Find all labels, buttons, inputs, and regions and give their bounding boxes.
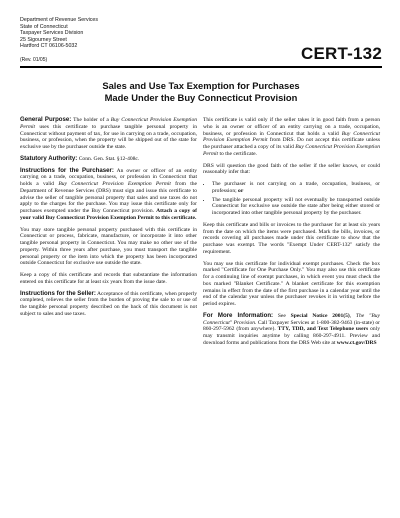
- statutory-authority-paragraph: Statutory Authority: Conn. Gen. Stat. §12-408c.: [20, 154, 140, 162]
- purchaser-instructions-paragraph: Instructions for the Purchaser: An owner or officer of an entity carrying on a trade, occupation, business, or profession in Connecticut that holds a valid Buy Connecticut Provision Exemption Permit from the Department of Revenue Services (DRS) must sign and issue this certificate to advise the seller of tangible personal property that sales and use taxes do not apply to the charges for the purchase. You may issue this certificate only for purchases exempted under the Buy Connecticut provision. Attach a copy of your valid Buy Connecticut Provision Exemption Permit to this certificate.: [20, 166, 198, 221]
- header-rule: [20, 66, 382, 68]
- right-column: [203, 117, 380, 352]
- list-item: • The purchaser is not carrying on a trade, occupation, business, or profession; or: [212, 181, 380, 195]
- revision-date: (Rev. 01/05): [20, 57, 48, 63]
- statutory-authority-heading: Statutory Authority:: [20, 154, 78, 162]
- good-faith-list: [203, 181, 380, 217]
- address-line: State of Connecticut: [20, 23, 68, 30]
- certificate-use-paragraph: You may use this certificate for individual exempt purchases. Check the box marked "Certificate for One Purchase Only." You may also use this certificate for a continuing line of exempt purchases, in which event you must check the box marked "Blanket Certificate." A blanket certificate for this exemption remains in effect from the date of the first purchase in a calendar year until the end of the calendar year unless the purchaser revokes it in writing before the period expires.: [203, 260, 380, 307]
- validity-paragraph: This certificate is valid only if the seller takes it in good faith from a person who is an owner or officer of an entity carrying on a trade, occupation, business, or profession in Connecticut that holds a valid Buy Connecticut Provision Exemption Permit from DRS. Do not accept this certificate unless the purchaser attached a copy of its valid Buy Connecticut Provision Exemption Permit to the certificate.: [203, 117, 380, 157]
- drs-website-link[interactable]: www.ct.gov/DRS: [336, 339, 377, 346]
- good-faith-paragraph: DRS will question the good faith of the seller if the seller knows, or could reasonably infer that:: [203, 162, 380, 176]
- left-column: [20, 117, 197, 323]
- seller-instructions-paragraph: Instructions for the Seller: Acceptance of this certificate, when properly completed, relieves the seller from the burden of proving the sale to or use of the tangible personal property described on the back of this document is not subject to sales and use taxes.: [20, 289, 197, 317]
- purchaser-instructions-heading: Instructions for the Purchaser:: [20, 166, 114, 174]
- seller-instructions-heading: Instructions for the Seller:: [20, 289, 96, 297]
- form-number: CERT-132: [301, 44, 382, 63]
- title-line-2: Made Under the Buy Connecticut Provision: [104, 92, 298, 103]
- address-line: Taxpayer Services Division: [20, 30, 84, 37]
- more-information-paragraph: For More Information: See Special Notice 2001(5), The "Buy Connecticut" Provision. Call Taxpayer Services at 1-800-382-9463 (in-state) or 860-297-5962 (from anywhere). TTY, TDD, and Text Telephone users only may transmit inquiries anytime by calling 860-297-4911. Preview and download forms and publications from the DRS Web site at www.ct.gov/DRS: [203, 311, 381, 346]
- list-item: • The tangible personal property will not eventually be transported outside Connecticut for exclusive use outside the state after being either stored or incorporated into other tangible personal property by the purchaser.: [212, 197, 380, 217]
- agency-address: [20, 17, 98, 50]
- more-information-heading: For More Information:: [203, 311, 274, 319]
- records-paragraph: Keep this certificate and bills or invoices to the purchaser for at least six years from the date on which the items were purchased. Mark the bills, invoices, or records covering all purchases made under this certificate to show that the purchase was exempt. The words "Exempt Under CERT-132" satisfy the requirement.: [203, 221, 380, 255]
- general-purpose-heading: General Purpose:: [20, 116, 72, 123]
- address-line: 25 Sigourney Street: [20, 36, 67, 43]
- property-use-paragraph: You may store tangible personal property purchased with this certificate in Connecticut or process, fabricate, manufacture, or incorporate it into other tangible personal property in Connecticut. You may make no other use of the property. Within three years after purchase, you must transport the tangible personal property or the item into which the property has been incorporated outside Connecticut for exclusive use outside the state.: [20, 226, 197, 267]
- address-line: Department of Revenue Services: [20, 17, 99, 23]
- title-line-1: Sales and Use Tax Exemption for Purchases: [102, 80, 300, 91]
- document-title: [20, 80, 382, 104]
- general-purpose-paragraph: General Purpose: The holder of a Buy Connecticut Provision Exemption Permit uses this certificate to purchase tangible personal property in Connecticut without payment of tax, for use in carrying on a trade, occupation, business, or profession, when the property will be shipped out of the state for exclusive use by the purchaser outside the state.: [20, 116, 197, 150]
- address-line: Hartford CT 06106-5032: [20, 43, 78, 50]
- record-keeping-paragraph: Keep a copy of this certificate and records that substantiate the information entered on this certificate for at least six years from the issue date.: [20, 272, 197, 285]
